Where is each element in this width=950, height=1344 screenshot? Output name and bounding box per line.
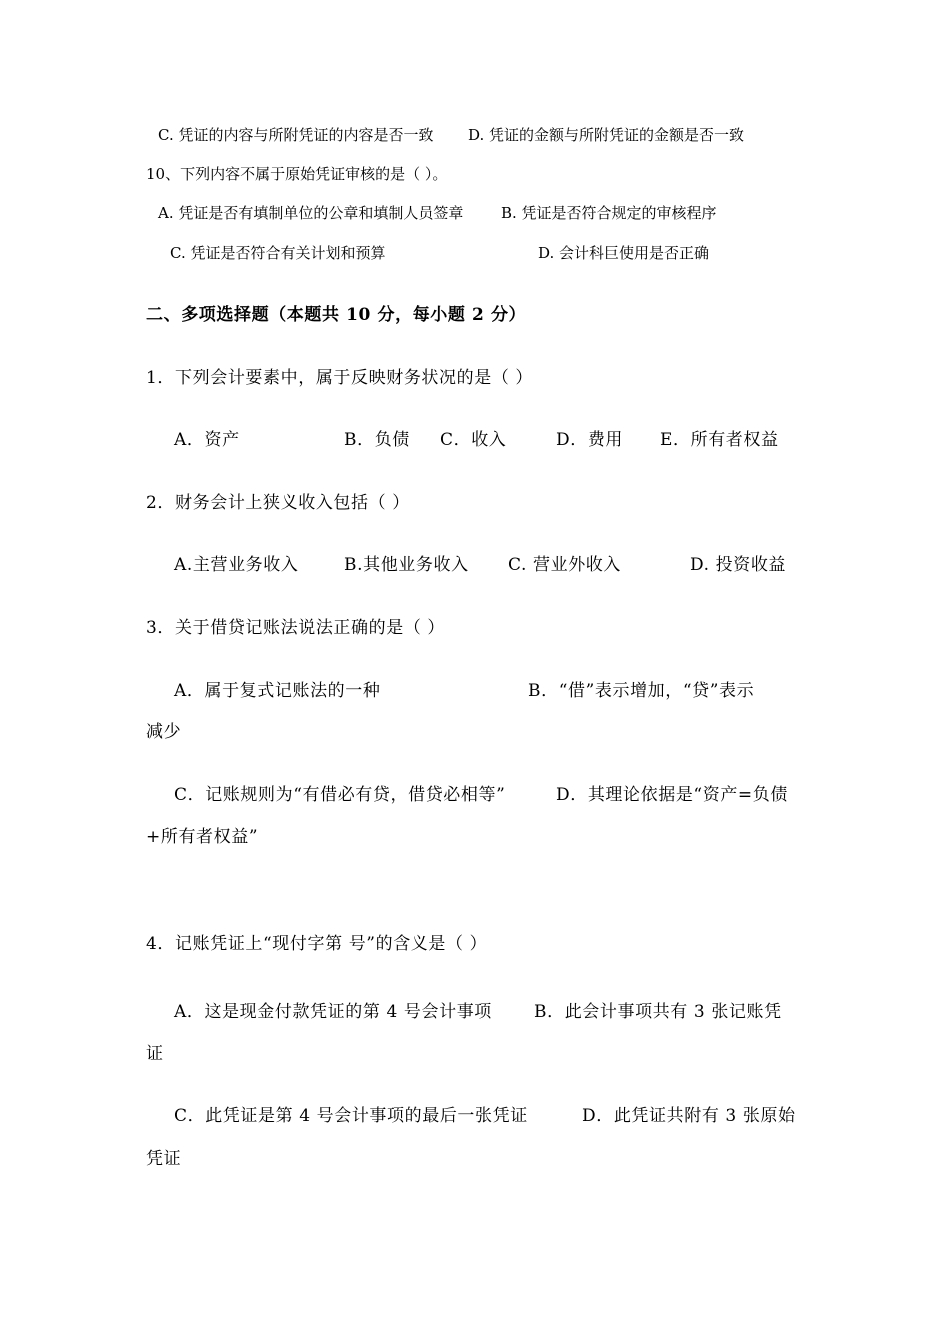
mc-q2-option-b: B.其他业务收入: [344, 555, 469, 575]
mc-q4-stem: 4．记账凭证上“现付字第 号”的含义是（ ）: [146, 934, 488, 954]
q9-option-c: C. 凭证的内容与所附凭证的内容是否一致: [158, 126, 434, 144]
mc-q3-stem: 3．关于借贷记账法说法正确的是（ ）: [146, 618, 446, 638]
mc-q4-option-a: A．这是现金付款凭证的第 4 号会计事项: [174, 1002, 492, 1022]
mc-q3-option-b: B．“借”表示增加，“贷”表示: [528, 681, 755, 701]
q10-stem: 10、下列内容不属于原始凭证审核的是（ ）。: [146, 165, 448, 183]
mc-q3-option-d-wrap: +所有者权益”: [146, 827, 259, 847]
mc-q1-stem: 1．下列会计要素中，属于反映财务状况的是（ ）: [146, 368, 534, 388]
mc-q4-option-b: B．此会计事项共有 3 张记账凭: [534, 1002, 782, 1022]
q10-option-c: C. 凭证是否符合有关计划和预算: [170, 244, 386, 262]
mc-q4-option-c: C．此凭证是第 4 号会计事项的最后一张凭证: [174, 1106, 528, 1126]
mc-q2-option-c: C. 营业外收入: [508, 555, 622, 575]
mc-q1-option-c: C．收入: [440, 430, 507, 450]
mc-q1-option-d: D．费用: [556, 430, 624, 450]
mc-q3-option-c: C．记账规则为“有借必有贷，借贷必相等”: [174, 785, 506, 805]
q10-option-a: A. 凭证是否有填制单位的公章和填制人员签章: [158, 204, 464, 222]
mc-q2-option-d: D. 投资收益: [690, 555, 787, 575]
q10-option-d: D. 会计科巨使用是否正确: [538, 244, 710, 262]
mc-q3-option-d: D．其理论依据是“资产=负债: [556, 785, 788, 805]
mc-q1-option-a: A．资产: [174, 430, 240, 450]
q10-option-b: B. 凭证是否符合规定的审核程序: [501, 204, 717, 222]
mc-q2-stem: 2．财务会计上狭义收入包括（ ）: [146, 493, 410, 513]
mc-q2-option-a: A.主营业务收入: [174, 555, 299, 575]
mc-q4-option-b-wrap: 证: [146, 1044, 164, 1064]
mc-q1-option-b: B．负债: [344, 430, 410, 450]
mc-q3-option-b-wrap: 减少: [146, 722, 182, 742]
mc-q4-option-d: D．此凭证共附有 3 张原始: [582, 1106, 796, 1126]
mc-q4-option-d-wrap: 凭证: [146, 1149, 182, 1169]
section-heading: 二、多项选择题（本题共 10 分，每小题 2 分）: [146, 305, 527, 325]
mc-q3-option-a: A．属于复式记账法的一种: [174, 681, 381, 701]
mc-q1-option-e: E．所有者权益: [660, 430, 779, 450]
q9-option-d: D. 凭证的金额与所附凭证的金额是否一致: [468, 126, 745, 144]
